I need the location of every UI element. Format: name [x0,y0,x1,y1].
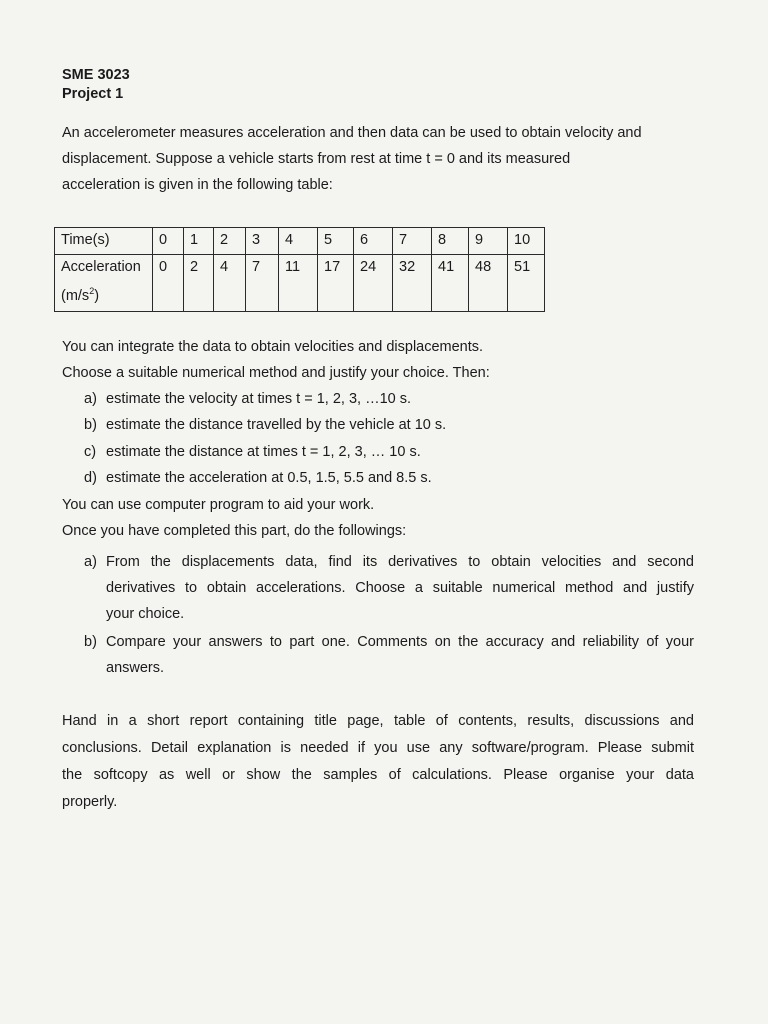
acceleration-cell: 17 [318,255,354,312]
acceleration-cell: 11 [279,255,318,312]
acceleration-label-cell [55,255,153,312]
acceleration-cell: 0 [153,255,184,312]
task-marker: a) [84,391,97,407]
followup-marker: a) [84,554,97,570]
task-text: estimate the distance travelled by the vehicle at 10 s. [106,417,447,433]
followup-item-b [84,629,696,683]
part1-intro [62,334,490,386]
acceleration-cell: 32 [393,255,432,312]
task-marker: d) [84,470,97,486]
intro-paragraph [62,120,702,198]
acceleration-cell: 41 [432,255,469,312]
acceleration-label: Acceleration [61,259,141,275]
time-cell: 8 [432,228,469,255]
part1-closing [62,492,406,544]
task-text: estimate the velocity at times t = 1, 2, 3, …10 s. [106,391,412,407]
acceleration-cell: 2 [184,255,214,312]
time-cell: 0 [153,228,184,255]
intro-line: acceleration is given in the following table: [62,177,333,193]
time-cell: 2 [214,228,246,255]
acceleration-cell: 7 [246,255,279,312]
acceleration-cell: 48 [469,255,508,312]
time-cell: 7 [393,228,432,255]
time-cell: 4 [279,228,318,255]
followup-text: From the displacements data, find its derivatives to obtain velocities and second derivatives to obtain accelerations. Choose a suitable numerical method and justify your choice. [106,554,694,622]
closing-paragraph: Hand in a short report containing title page, table of contents, results, discussions and conclusions. Detail explanation is needed if you use any software/program. Please submit the softcopy as well or show the samples of calculations. Please organise your data properly. [62,713,694,810]
project-title: Project 1 [62,86,124,102]
acceleration-unit: $(m/s^2)$ [61,286,100,304]
task-marker: b) [84,417,97,433]
time-cell: 9 [469,228,508,255]
followup-text: Compare your answers to part one. Comments on the accuracy and reliability of your answers. [106,634,694,676]
intro-line: An accelerometer measures acceleration and then data can be used to obtain velocity and [62,125,642,141]
time-cell: 10 [508,228,545,255]
instruction-line: Choose a suitable numerical method and justify your choice. Then: [62,365,490,381]
task-text: estimate the distance at times t = 1, 2, 3, … 10 s. [106,444,421,460]
intro-line: displacement. Suppose a vehicle starts from rest at time t = 0 and its measured [62,151,571,167]
acceleration-cell: 24 [354,255,393,312]
time-cell: 5 [318,228,354,255]
acceleration-table [54,227,545,312]
acceleration-row [55,255,545,312]
acceleration-cell: 4 [214,255,246,312]
time-label-cell: Time(s) [55,228,153,255]
time-row [55,228,545,255]
task-text: estimate the acceleration at 0.5, 1.5, 5.5 and 8.5 s. [106,470,432,486]
course-code: SME 3023 [62,67,130,83]
acceleration-cell: 51 [508,255,545,312]
followup-marker: b) [84,634,97,650]
instruction-line: You can integrate the data to obtain velocities and displacements. [62,339,484,355]
time-cell: 1 [184,228,214,255]
time-cell: 3 [246,228,279,255]
instruction-line: Once you have completed this part, do the followings: [62,523,407,539]
task-marker: c) [84,444,97,460]
time-cell: 6 [354,228,393,255]
document-header [62,66,130,104]
followup-item-a [84,549,696,629]
instruction-line: You can use computer program to aid your work. [62,497,375,513]
